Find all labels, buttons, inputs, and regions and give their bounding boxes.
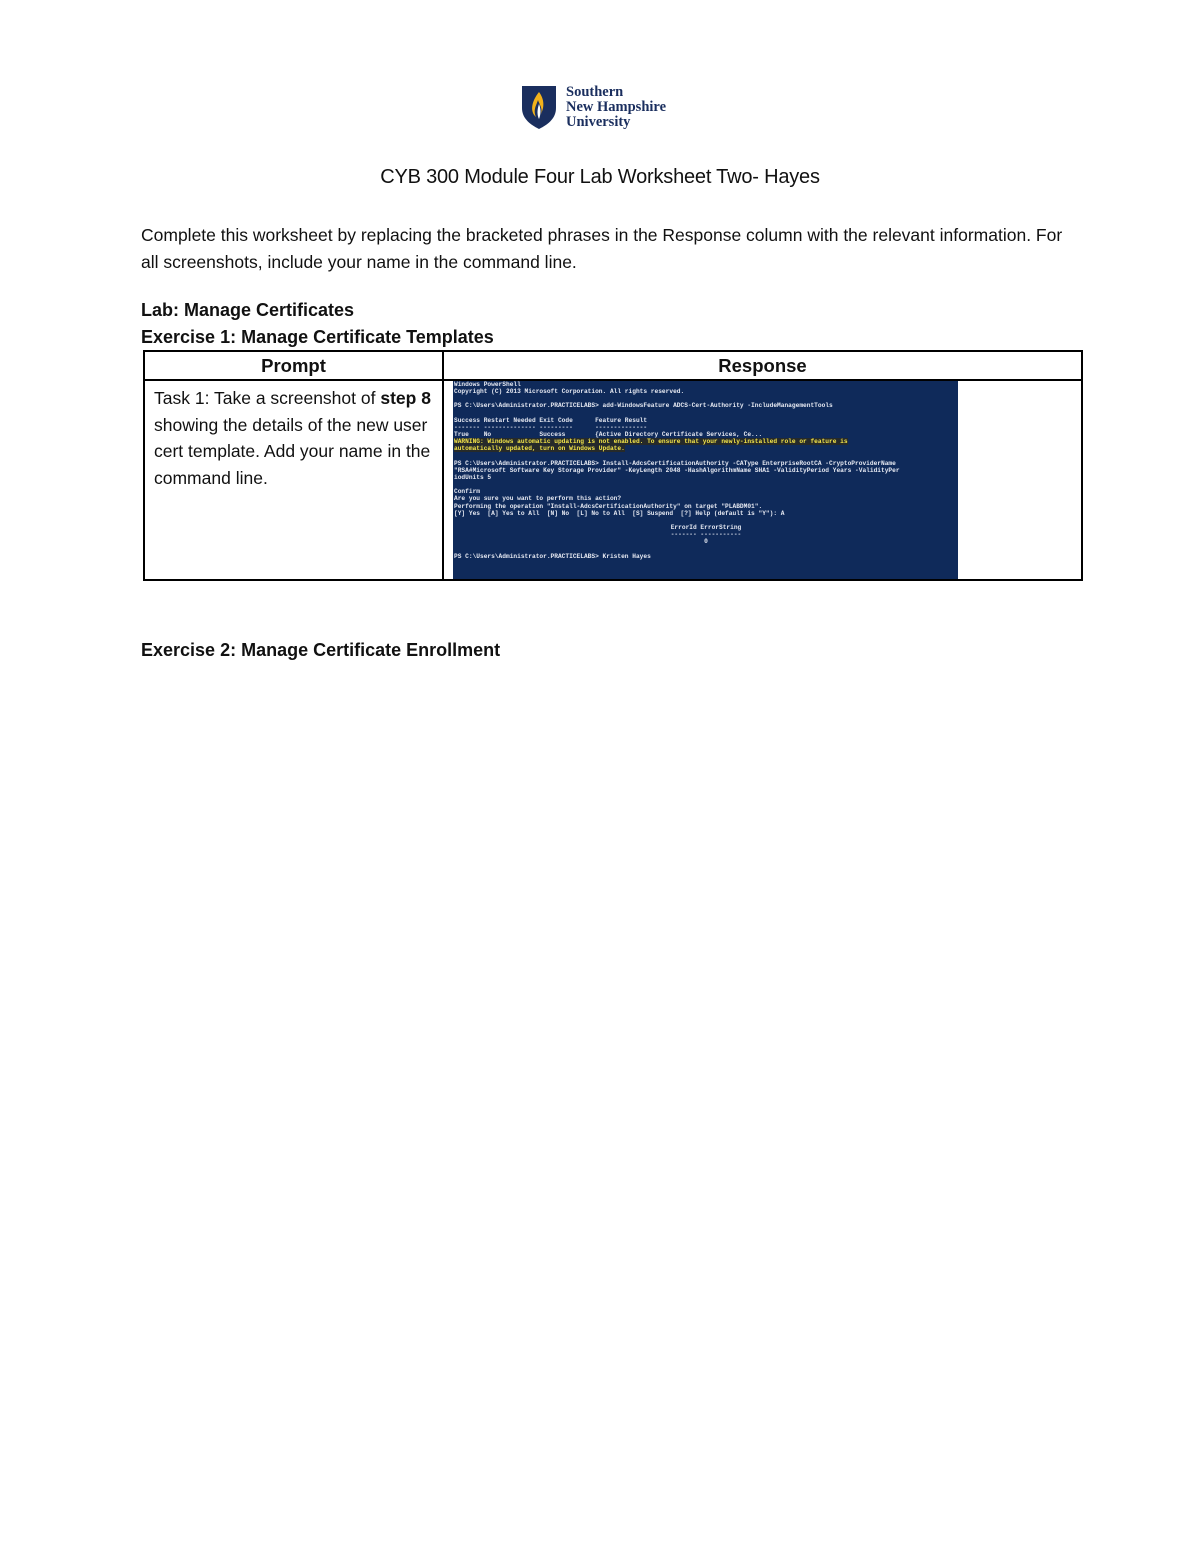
- console-line: 0: [704, 538, 708, 546]
- prompt-column-header: Prompt: [144, 351, 443, 380]
- logo-wordmark: [566, 85, 666, 130]
- console-line: iodUnits 5: [454, 474, 492, 482]
- console-line: "RSA#Microsoft Software Key Storage Provider" -KeyLength 2048 -HashAlgorithmName SHA1 -ValidityPeriod Years -ValidityPer: [454, 466, 900, 474]
- worksheet-table: [143, 350, 1083, 581]
- console-line: PS C:\Users\Administrator.PRACTICELABS> Install-AdcsCertificationAuthority -CAType EnterpriseRootCA -CryptoProviderName: [454, 459, 896, 467]
- console-line: [Y] Yes [A] Yes to All [N] No [L] No to All [S] Suspend [?] Help (default is "Y"): A: [454, 509, 785, 517]
- console-line: Performing the operation "Install-AdcsCertificationAuthority" on target "PLABDM01".: [454, 502, 763, 510]
- response-column-header: Response: [443, 351, 1082, 380]
- logo-line-2: New Hampshire: [566, 98, 667, 115]
- exercise-2-heading: Exercise 2: Manage Certificate Enrollment: [141, 640, 501, 660]
- console-line: PS C:\Users\Administrator.PRACTICELABS> Kristen Hayes: [454, 552, 651, 560]
- intro-paragraph: Complete this worksheet by replacing the bracketed phrases in the Response column with the relevant information. For all screenshots, include your name in the command line.: [141, 225, 1063, 272]
- console-line: PS C:\Users\Administrator.PRACTICELABS> add-WindowsFeature ADCS-Cert-Authority -IncludeManagementTools: [454, 402, 833, 410]
- table-header-row: [144, 351, 1082, 380]
- prompt-step-bold: step 8: [380, 388, 431, 408]
- page-title: CYB 300 Module Four Lab Worksheet Two- Hayes: [380, 166, 820, 188]
- table-row: [144, 380, 1082, 580]
- console-line: Windows PowerShell: [454, 381, 521, 388]
- console-line: True No Success {Active Directory Certificate Services, Ce...: [454, 431, 763, 439]
- exercise-1-heading: Exercise 1: Manage Certificate Templates: [141, 327, 494, 347]
- shield-flame-icon: [520, 84, 558, 130]
- logo-line-3: University: [566, 113, 631, 130]
- powershell-screenshot: [453, 381, 958, 579]
- response-cell: [443, 380, 1082, 580]
- snhu-logo: [520, 84, 666, 130]
- console-line: Are you sure you want to perform this action?: [454, 495, 622, 503]
- task-1-prompt: [145, 381, 442, 491]
- console-warning-line: automatically updated, turn on Windows Update.: [454, 445, 625, 453]
- console-line: Copyright (C) 2013 Microsoft Corporation. All rights reserved.: [454, 388, 685, 396]
- logo-line-1: Southern: [566, 83, 624, 100]
- console-line: ------- -------------- --------- --------------: [454, 423, 648, 431]
- console-warning-line: WARNING: Windows automatic updating is not enabled. To ensure that your newly-installed role or feature is: [454, 438, 848, 446]
- prompt-text-part-2: showing the details of the new user cert template. Add your name in the command line.: [154, 414, 431, 488]
- lab-heading: Lab: Manage Certificates: [141, 300, 355, 320]
- prompt-cell: [144, 380, 443, 580]
- console-line: ------- -----------: [670, 531, 742, 539]
- console-line: ErrorId ErrorString: [670, 524, 742, 532]
- console-line: Success Restart Needed Exit Code Feature Result: [454, 416, 648, 424]
- prompt-text-part-1: Task 1: Take a screenshot of: [154, 388, 381, 408]
- console-line: Confirm: [454, 488, 480, 496]
